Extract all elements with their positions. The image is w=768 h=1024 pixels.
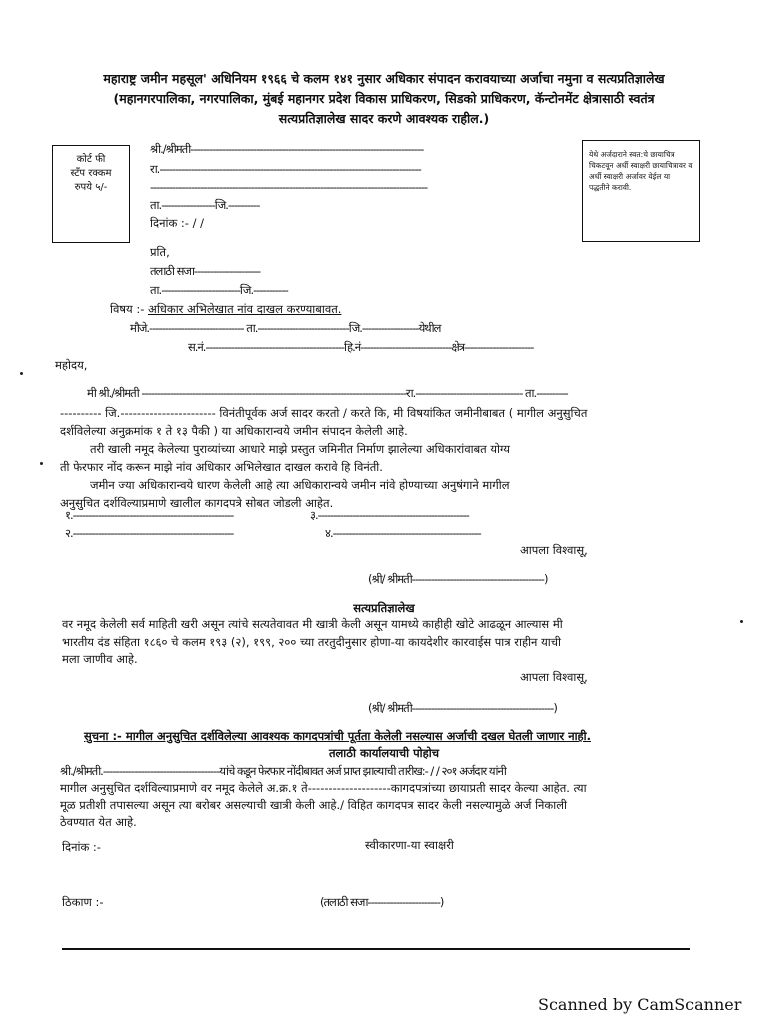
photo-box	[582, 140, 700, 242]
receipt-line-2: मागील अनुसुचित दर्शविल्याप्रमाणे वर नमूद केलेले अ.क्र.१ ते--------------------कागदपत्रांच्या छायाप्रती सादर केल्या आहेत. त्या	[60, 781, 587, 795]
stamp-box-label-3: रुपये ५/-	[74, 182, 108, 193]
village-line: मौजे.------------------------------ ता.-----------------------------जि.------------------येथील	[130, 321, 441, 335]
document-item-1: १.---------------------------------------------------	[65, 508, 234, 522]
form-title-line-2: (महानगरपालिका, नगरपालिका, मुंबई महानगर प्रदेश विकास प्राधिकरण, सिडको प्राधिकरण, कॅन्टोनमेंट क्षेत्रासाठी स्वतंत्र	[113, 91, 655, 106]
form-title-line-1: महाराष्ट्र जमीन महसूल' अधिनियम १९६६ चे कलम १४१ नुसार अधिकार संपादन करावयाच्या अर्जाचा नमुना व सत्यप्रतिज्ञालेख	[103, 71, 665, 86]
recipient-prati: प्रति,	[150, 245, 170, 259]
affidavit-title: सत्यप्रतिज्ञालेख	[353, 601, 415, 615]
stamp-box-label-1: कोर्ट फी	[76, 154, 106, 165]
closing-yours-faithfully: आपला विश्वासू,	[520, 543, 588, 557]
notice-text: सुचना :- मागील अनुसुचित दर्शविलेल्या आवश्यक कागदपत्रांची पूर्तता केलेली नसल्यास अर्जाची दखल घेतली जाणार नाही.	[84, 729, 592, 743]
talathi-signature-line: (तलाठी सजा-----------------------)	[320, 895, 444, 909]
subject-line	[110, 302, 341, 317]
scan-artifact-dot	[740, 620, 743, 623]
survey-number-line: स.नं.--------------------------------------------हि.नं-----------------------------क्षेत्र----------------------	[188, 340, 534, 354]
court-fee-stamp-box	[52, 145, 130, 243]
applicant-date-line: दिनांक :- / /	[150, 216, 205, 230]
applicant-name-line: श्री./श्रीमती--------------------------------------------------------------------------	[150, 142, 424, 156]
applicant-taluka-line: ता.-----------------जि.----------	[150, 198, 260, 212]
affidavit-line-2: भारतीय दंड संहिता १८६० चे कलम १९३ (२), १९९, २०० च्या तरतुदीनुसार होणा-या कायदेशीर कारवाईस पात्र राहीन याची	[62, 635, 562, 649]
affidavit-line-3: मला जाणीव आहे.	[62, 652, 138, 666]
form-title-line-3: सत्यप्रतिज्ञालेख सादर करणे आवश्यक राहील.)	[278, 111, 490, 126]
body-para2-line2: ती फेरफार नोंद करून माझे नांव अधिकार अभिलेखात दाखल करावे हि विनंती.	[60, 460, 383, 474]
stamp-box-label-2: स्टॅंप रक्कम	[70, 168, 112, 179]
receiver-signature-label: स्वीकारणा-या स्वाक्षरी	[365, 838, 454, 852]
camscanner-watermark: Scanned by CamScanner	[538, 995, 742, 1014]
applicant-signature-line: (श्री/ श्रीमती------------------------------------------)	[368, 572, 548, 586]
bottom-divider	[62, 948, 690, 950]
body-para2-line1: तरी खाली नमूद केलेल्या पुराव्यांच्या आधारे माझे प्रस्तुत जमिनीत निर्माण झालेल्या अधिकारांवाबत योग्य	[90, 442, 510, 456]
scan-artifact-dot	[40, 462, 43, 465]
affidavit-line-1: वर नमूद केलेली सर्व माहिती खरी असून त्यांचे सत्यतेवावत मी खात्री केली असून यामध्ये काहीही खोटे आढळून आल्यास मी	[62, 617, 563, 631]
subject-text: अधिकार अभिलेखात नांव दाखल करण्याबावत.	[148, 302, 342, 316]
subject-label: विषय :-	[110, 302, 149, 316]
salutation: महोदय,	[55, 358, 88, 372]
body-para3-line2: अनुसुचित दर्शविल्याप्रमाणे खालील कागदपत्रे सोबत जोडली आहेत.	[60, 496, 334, 510]
receipt-date-label: दिनांक :-	[62, 840, 101, 854]
document-item-2: २.---------------------------------------------------	[65, 526, 234, 540]
applicant-address-line-2: ----------------------------------------------------------------------------------------	[150, 180, 428, 194]
scan-artifact-dot	[20, 372, 23, 375]
body-para1-line1: मी श्री./श्रीमती ------------------------------------------------------------------------------------रा.---------------------------------- ता.----------	[87, 386, 568, 400]
receipt-line-4: ठेवण्यात येत आहे.	[60, 815, 137, 829]
receipt-line-3: मूळ प्रतीशी तपासल्या असून त्या बरोबर असल्याची खात्री केली आहे./ विहित कागदपत्र सादर केली नसल्यामुळे अर्ज निकाली	[60, 798, 568, 812]
affidavit-signature-line: (श्री/ श्रीमती---------------------------------------------)	[368, 701, 557, 715]
photo-box-instruction: येथे अर्जदाराने स्वत:चे छायाचित्र चिकटवून अर्धी स्वाक्षरी छायाचित्रावर व अर्धी स्वाक्षरी अर्जावर येईल या पद्धतीने करावी.	[589, 150, 693, 192]
body-para1-line3: दर्शविलेल्या अनुक्रमांक १ ते १३ पैकी ) या अधिकारान्वये जमीन संपादन केलेली आहे.	[60, 424, 408, 438]
applicant-address-line: रा.-----------------------------------------------------------------------------------	[150, 162, 421, 176]
affidavit-closing: आपला विश्वासू,	[520, 670, 588, 684]
body-para1-line2: ---------- जि.----------------------- विनंतीपूर्वक अर्ज सादर करतो / करते कि, मी विषयांकित जमीनीबाबत ( मागील अनुसुचित	[60, 406, 588, 420]
recipient-taluka-line: ता.-------------------------जि.-----------	[150, 283, 288, 297]
document-item-4: ४.-----------------------------------------------	[325, 526, 481, 540]
document-item-3: ३.------------------------------------------------	[310, 508, 469, 522]
receipt-line-1: श्री./श्रीमती.-------------------------------------यांचे कडून फेरफार नोंदीबावत अर्ज प्राप्त झाल्याची तारीख:- / / २०१ अर्जदार यांनी	[60, 764, 506, 778]
body-para3-line1: जमीन ज्या अधिकारान्वये धारण केलेली आहे त्या अधिकारान्वये जमीन नांवे होण्याच्या अनुषंगाने मागील	[90, 478, 510, 492]
receipt-place-label: ठिकाण :-	[62, 895, 104, 909]
receipt-title: तलाठी कार्यालयाची पोहोच	[328, 746, 440, 760]
recipient-talathi-line: तलाठी सजा---------------------	[150, 264, 261, 278]
